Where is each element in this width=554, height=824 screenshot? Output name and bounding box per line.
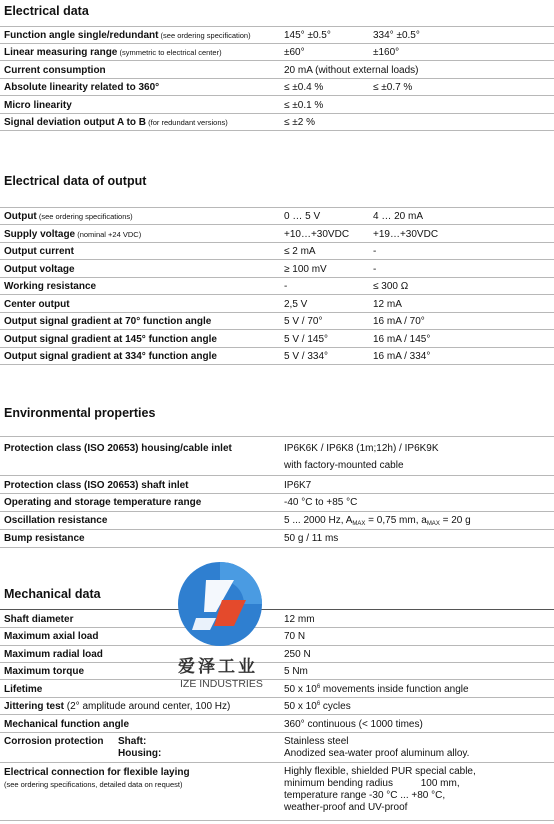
row-value: 5 V / 70° <box>284 316 323 327</box>
row-label: Signal deviation output A to B (for redundant versions) <box>4 117 228 128</box>
divider <box>0 364 554 365</box>
section-title-output: Electrical data of output <box>4 174 147 188</box>
row-value-alt: ≤ ±0.7 % <box>373 82 413 93</box>
row-value: 20 mA (without external loads) <box>284 65 419 76</box>
divider <box>0 627 554 628</box>
row-value: - <box>284 281 288 292</box>
row-label: Protection class (ISO 20653) housing/cable inlet <box>4 443 232 454</box>
section-title-environment: Environmental properties <box>4 406 156 420</box>
row-value-alt: 16 mA / 334° <box>373 351 431 362</box>
row-value: ≤ 2 mA <box>284 246 316 257</box>
row-label: Maximum axial load <box>4 631 99 642</box>
row-value: IP6K7 <box>284 480 312 491</box>
divider <box>0 78 554 79</box>
row-label: Output voltage <box>4 264 75 275</box>
row-value: IP6K6K / IP6K8 (1m;12h) / IP6K9K <box>284 443 439 454</box>
row-sublabel-housing: Housing: <box>118 748 162 759</box>
watermark-english: IZE INDUSTRIES <box>180 678 263 690</box>
divider <box>0 312 554 313</box>
row-value: 5 Nm <box>284 666 308 677</box>
row-label: Lifetime <box>4 684 43 695</box>
divider <box>0 697 554 698</box>
row-value-line2: with factory-mounted cable <box>284 460 404 471</box>
row-value: ≤ ±0.1 % <box>284 100 324 111</box>
section-title-electrical: Electrical data <box>4 4 89 18</box>
section-title-mechanical: Mechanical data <box>4 587 101 601</box>
divider <box>0 60 554 61</box>
divider <box>0 609 554 610</box>
divider <box>0 329 554 330</box>
row-value: Stainless steel <box>284 736 349 747</box>
divider <box>0 475 554 476</box>
row-value: 250 N <box>284 649 311 660</box>
row-label: Corrosion protection <box>4 736 104 747</box>
row-value: 5 V / 334° <box>284 351 329 362</box>
divider <box>0 820 554 821</box>
row-value: 70 N <box>284 631 306 642</box>
divider <box>0 242 554 243</box>
table-row <box>0 764 554 820</box>
row-value: ±60° <box>284 47 305 58</box>
table-row <box>0 733 554 761</box>
divider <box>0 511 554 512</box>
divider <box>0 762 554 763</box>
row-label: Working resistance <box>4 281 97 292</box>
row-label: Mechanical function angle <box>4 719 130 730</box>
divider <box>0 547 554 548</box>
row-value-alt: - <box>373 246 377 257</box>
row-label: Absolute linearity related to 360° <box>4 82 160 93</box>
row-label: Micro linearity <box>4 100 72 111</box>
row-label: Oscillation resistance <box>4 515 108 526</box>
row-value: 50 x $10^6$ cycles <box>284 701 351 712</box>
row-value: 12 mm <box>284 614 315 625</box>
row-label: Protection class (ISO 20653) shaft inlet <box>4 480 189 491</box>
row-value-alt: 16 mA / 70° <box>373 316 425 327</box>
row-value: 5 ... 2000 Hz, $A_{MAX} = 0,75$ mm, $a_{MAX} = 20$ g <box>284 515 471 527</box>
divider <box>0 113 554 114</box>
row-label: Output signal gradient at 145° function angle <box>4 334 217 345</box>
row-value: 360° continuous (< 1000 times) <box>284 719 423 730</box>
divider <box>0 26 554 27</box>
divider <box>0 95 554 96</box>
row-value: -40 °C to +85 °C <box>284 497 358 508</box>
row-value-alt: +19…+30VDC <box>373 229 439 240</box>
ize-logo-icon <box>176 560 264 648</box>
divider <box>0 277 554 278</box>
row-value: 0 … 5 V <box>284 211 321 222</box>
row-value-alt: ≤ 300 Ω <box>373 281 409 292</box>
row-value: Highly flexible, shielded PUR special cable, minimum bending radius 100 mm, temperature range -30 °C ... +80 °C, weather-proof and UV-proof <box>284 766 476 813</box>
divider <box>0 130 554 131</box>
divider <box>0 645 554 646</box>
row-label: Center output <box>4 299 70 310</box>
row-value: ≥ 100 mV <box>284 264 327 275</box>
row-label: Linear measuring range (symmetric to electrical center) <box>4 47 222 58</box>
row-value-alt: 16 mA / 145° <box>373 334 431 345</box>
row-label: Jittering test (2° amplitude around center, 100 Hz) <box>4 701 231 712</box>
row-label: Shaft diameter <box>4 614 74 625</box>
divider <box>0 207 554 208</box>
row-label: Output current <box>4 246 74 257</box>
row-value-line2: Anodized sea-water proof aluminum alloy. <box>284 748 470 759</box>
row-value: 50 g / 11 ms <box>284 533 339 544</box>
row-value: +10…+30VDC <box>284 229 350 240</box>
row-value: ≤ ±2 % <box>284 117 315 128</box>
divider <box>0 493 554 494</box>
divider <box>0 259 554 260</box>
divider <box>0 436 554 437</box>
watermark-chinese: 爱泽工业 <box>178 657 258 677</box>
row-label: Bump resistance <box>4 533 85 544</box>
divider <box>0 224 554 225</box>
table-row <box>0 440 554 474</box>
row-label: Operating and storage temperature range <box>4 497 202 508</box>
row-value-alt: ±160° <box>373 47 400 58</box>
row-value: 5 V / 145° <box>284 334 329 345</box>
row-value-alt: - <box>373 264 377 275</box>
row-value: 2,5 V <box>284 299 308 310</box>
divider <box>0 294 554 295</box>
row-sublabel-shaft: Shaft: <box>118 736 147 747</box>
row-value-alt: 4 … 20 mA <box>373 211 424 222</box>
divider <box>0 529 554 530</box>
row-value-alt: 334° ±0.5° <box>373 30 420 41</box>
divider <box>0 679 554 680</box>
row-label: Output signal gradient at 70° function angle <box>4 316 212 327</box>
row-label: Current consumption <box>4 65 106 76</box>
row-value: 145° ±0.5° <box>284 30 331 41</box>
row-label: Function angle single/redundant (see ordering specification) <box>4 30 251 41</box>
row-label: Supply voltage (nominal +24 VDC) <box>4 229 142 240</box>
row-label: Output (see ordering specifications) <box>4 211 133 222</box>
row-value: ≤ ±0.4 % <box>284 82 324 93</box>
row-label: Output signal gradient at 334° function angle <box>4 351 217 362</box>
row-note: (see ordering specifications, detailed data on request) <box>4 780 183 789</box>
row-label: Electrical connection for flexible laying <box>4 767 190 778</box>
divider <box>0 662 554 663</box>
row-value-alt: 12 mA <box>373 299 402 310</box>
divider <box>0 714 554 715</box>
divider <box>0 347 554 348</box>
row-label: Maximum torque <box>4 666 85 677</box>
row-value: 50 x $10^6$ movements inside function angle <box>284 684 469 695</box>
row-label: Maximum radial load <box>4 649 103 660</box>
divider <box>0 43 554 44</box>
